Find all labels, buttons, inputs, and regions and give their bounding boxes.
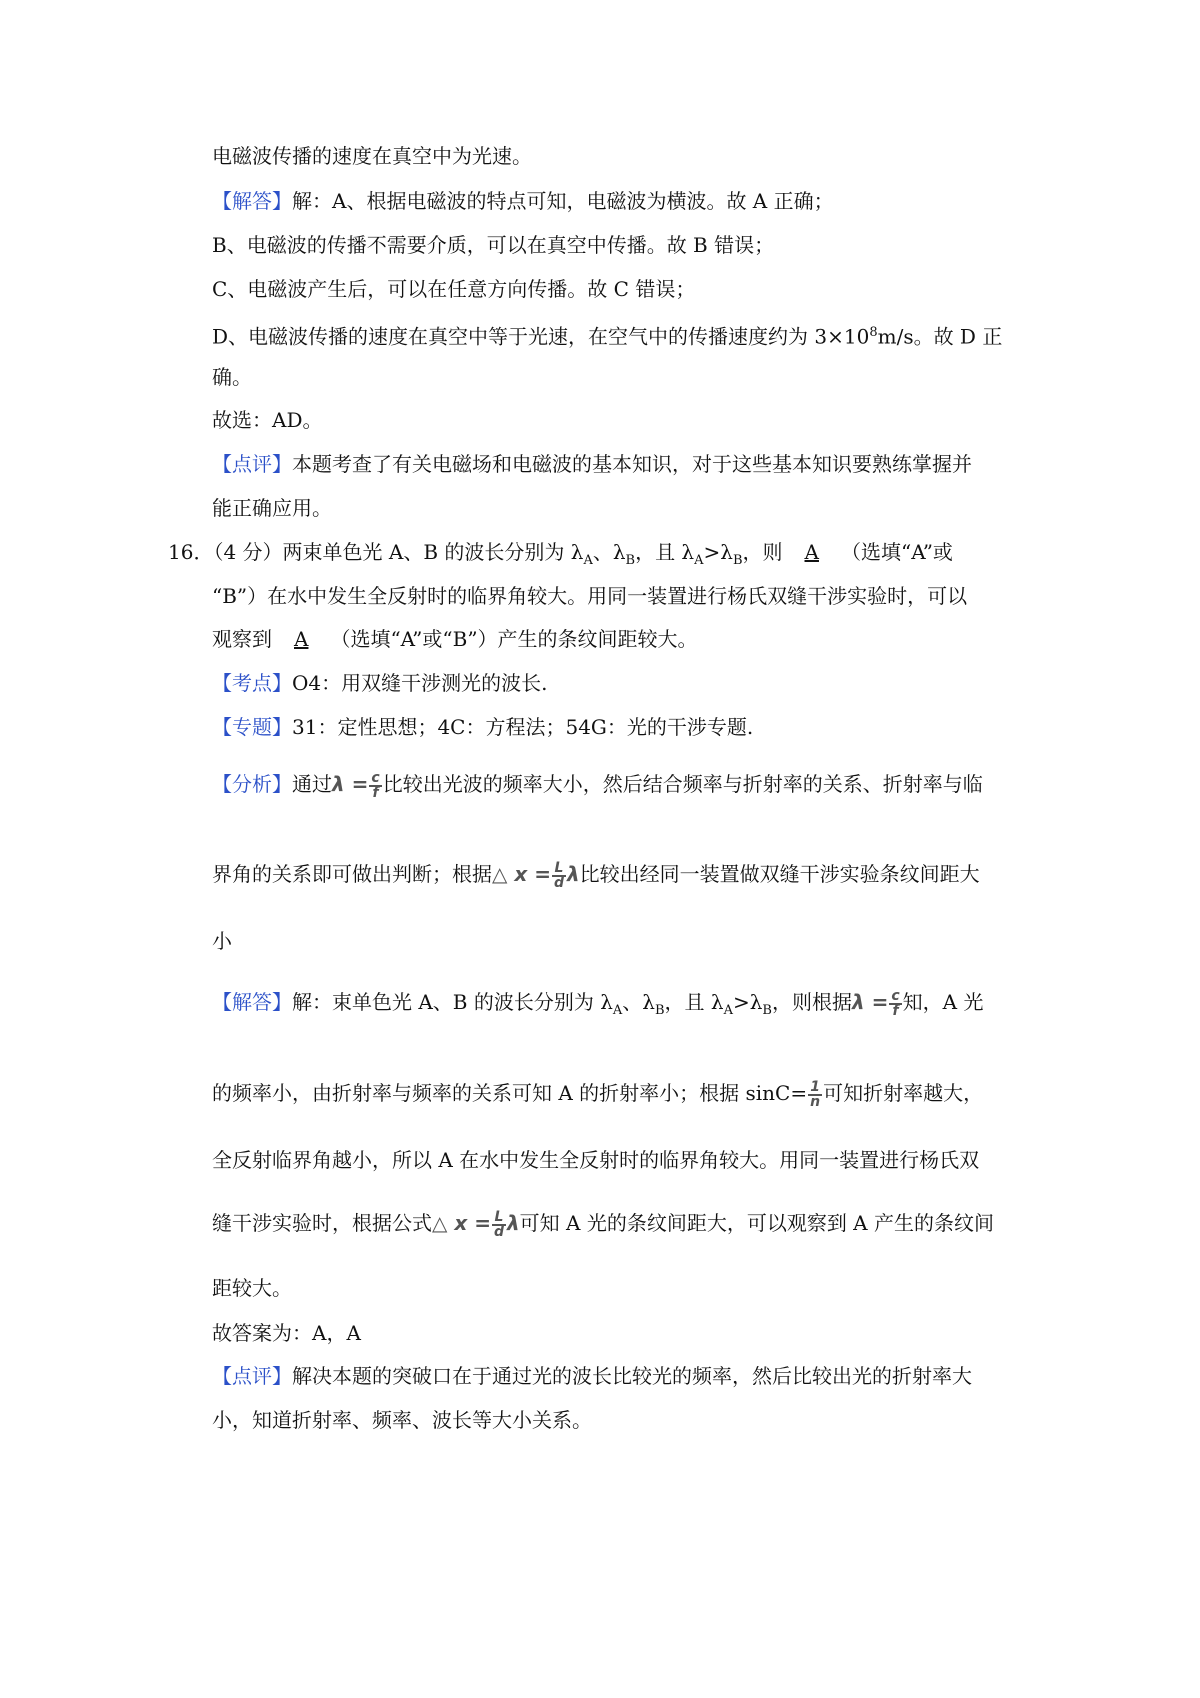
- kaodian-tag: 【考点】: [212, 671, 292, 695]
- question-number: 16．: [168, 540, 214, 564]
- formula-delta-x: △ x =: [492, 862, 551, 886]
- answer-blank-1: A: [804, 540, 819, 564]
- q16-stem-1: 16．（4 分）两束单色光 A、B 的波长分别为 $\lambda_A$、$\lambda_B$，且 $\lambda_A>\lambda_B$，则 A （选填“A”或: [168, 540, 953, 568]
- formula-c-over-f-2: $\frac{c}{f}$: [891, 987, 900, 1019]
- comment-tag: 【点评】: [212, 452, 292, 476]
- q16-final: 故答案为：A，A: [212, 1321, 361, 1345]
- q16-answer-1: 【解答】解：束单色光 A、B 的波长分别为 $\lambda_A$、$\lambda_B$，且 $\lambda_A>\lambda_B$，则根据λ = $\frac{c}{f}$ 知，A 光: [212, 987, 984, 1019]
- q16-answer-2: 的频率小，由折射率与频率的关系可知 A 的折射率小；根据 sinC= $\frac{1}{n}$ 可知折射率越大，: [212, 1078, 984, 1110]
- comment-tag-16: 【点评】: [212, 1364, 292, 1388]
- answer-tag: 【解答】: [212, 189, 292, 213]
- q16-stem-3: 观察到 A （选填“A”或“B”）产生的条纹间距较大。: [212, 627, 698, 651]
- q16-kaodian: 【考点】O4：用双缝干涉测光的波长.: [212, 671, 548, 695]
- prev-answer-d: D、电磁波传播的速度在真空中等于光速，在空气中的传播速度约为 $3\times 10^8m/s$。故 D 正: [212, 324, 1003, 349]
- prev-choice: 故选：AD。: [212, 408, 323, 432]
- q16-analysis-1: 【分析】通过λ = $\frac{c}{f}$ 比较出光波的频率大小，然后结合频率与折射率的关系、折射率与临: [212, 769, 983, 801]
- analysis-tag: 【分析】: [212, 772, 292, 796]
- answer-tag-16: 【解答】: [212, 990, 292, 1014]
- formula-c-over-f: $\frac{c}{f}$: [371, 769, 380, 801]
- prev-answer-c: C、电磁波产生后，可以在任意方向传播。故 C 错误；: [212, 277, 696, 301]
- q16-stem-2: “B”）在水中发生全反射时的临界角较大。用同一装置进行杨氏双缝干涉实验时，可以: [212, 584, 968, 608]
- q16-answer-5: 距较大。: [212, 1276, 292, 1300]
- prev-comment-cont: 能正确应用。: [212, 496, 332, 520]
- formula-l-over-d-2: $\frac{L}{d}$: [493, 1208, 504, 1240]
- q16-comment: 【点评】解决本题的突破口在于通过光的波长比较光的频率，然后比较出光的折射率大: [212, 1364, 972, 1388]
- formula-one-over-n: $\frac{1}{n}$: [810, 1078, 821, 1110]
- prev-intro: 电磁波传播的速度在真空中为光速。: [212, 144, 532, 168]
- prev-answer-d-cont: 确。: [212, 365, 252, 389]
- formula-lambda: λ =: [332, 772, 369, 796]
- q16-analysis-3: 小: [212, 929, 232, 953]
- prev-answer-b: B、电磁波的传播不需要介质，可以在真空中传播。故 B 错误；: [212, 233, 775, 257]
- zhuanti-tag: 【专题】: [212, 715, 292, 739]
- q16-answer-3: 全反射临界角越小，所以 A 在水中发生全反射时的临界角较大。用同一装置进行杨氏双: [212, 1148, 980, 1172]
- prev-answer-a: 【解答】解：A、根据电磁波的特点可知，电磁波为横波。故 A 正确；: [212, 189, 834, 213]
- prev-comment: 【点评】本题考查了有关电磁场和电磁波的基本知识，对于这些基本知识要熟练掌握并: [212, 452, 972, 476]
- q16-analysis-2: 界角的关系即可做出判断；根据△ x = $\frac{L}{d}$ λ比较出经同一装置做双缝干涉实验条纹间距大: [212, 859, 980, 891]
- answer-blank-2: A: [294, 627, 309, 651]
- q16-answer-4: 缝干涉实验时，根据公式△ x = $\frac{L}{d}$ λ可知 A 光的条纹间距大，可以观察到 A 产生的条纹间: [212, 1208, 994, 1240]
- formula-l-over-d: $\frac{L}{d}$: [553, 859, 564, 891]
- q16-zhuanti: 【专题】31：定性思想；4C：方程法；54G：光的干涉专题.: [212, 715, 754, 739]
- q16-comment-cont: 小，知道折射率、频率、波长等大小关系。: [212, 1408, 592, 1432]
